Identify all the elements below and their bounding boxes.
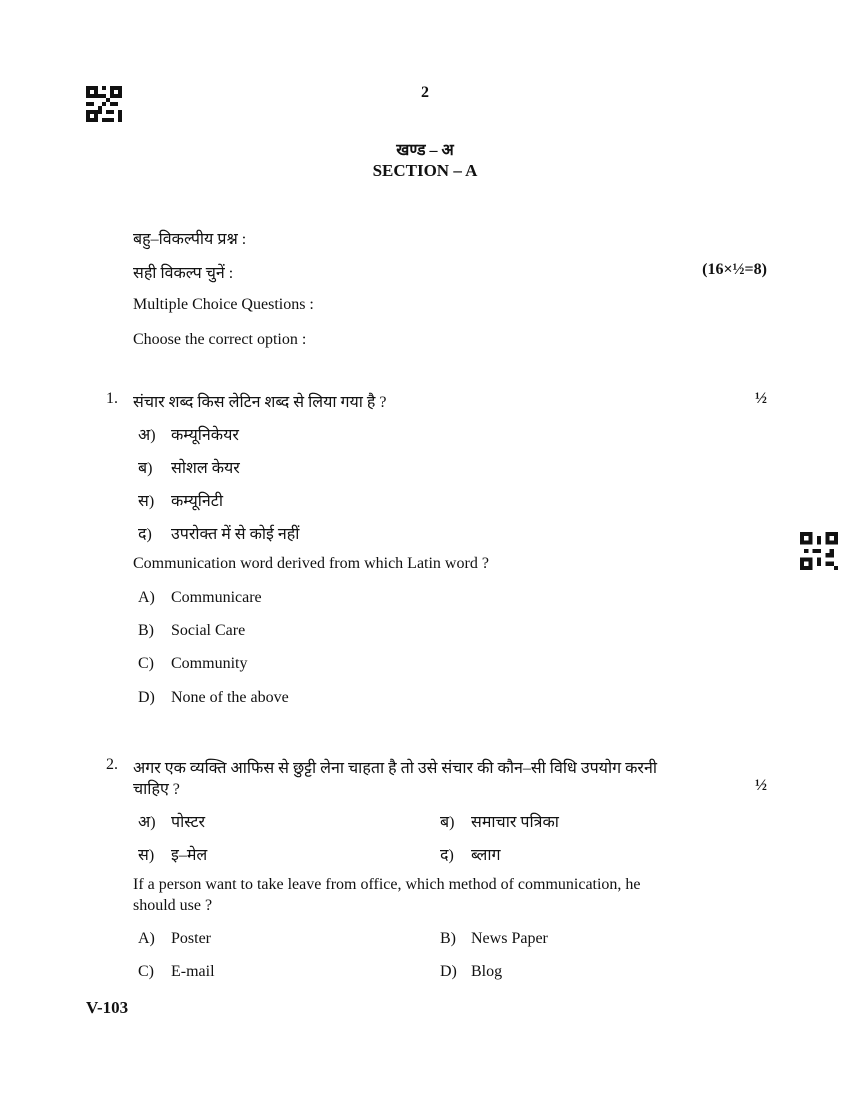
question-number: 1.	[106, 390, 118, 407]
option-key: B)	[440, 930, 456, 947]
question-marks: ½	[755, 390, 767, 407]
section-title: SECTION – A	[372, 161, 478, 180]
option-key: द)	[440, 847, 454, 864]
page-number: 2	[421, 84, 429, 101]
option-key: अ)	[138, 427, 156, 444]
option-text: Social Care	[171, 622, 246, 639]
option-key: C)	[138, 655, 154, 672]
instruction-mcq-hindi: बहु–विकल्पीय प्रश्न :	[133, 231, 247, 248]
option-key: ब)	[440, 814, 455, 831]
option-key: स)	[138, 493, 155, 510]
instruction-choose-english: Choose the correct option :	[133, 331, 307, 348]
option-text: ब्लाग	[471, 847, 501, 864]
option-text: None of the above	[171, 689, 289, 706]
option-text: सोशल केयर	[171, 460, 240, 477]
question-text-hindi: अगर एक व्यक्ति आफिस से छुट्टी लेना चाहता है तो उसे संचार की कौन–सी विधि उपयोग करनी	[133, 760, 657, 777]
question-text-hindi: संचार शब्द किस लेटिन शब्द से लिया गया है ?	[133, 394, 387, 411]
question-text-hindi-cont: चाहिए ?	[133, 781, 180, 798]
question-text-english: Communication word derived from which Latin word ?	[133, 555, 489, 572]
question-text-english: If a person want to take leave from office, which method of communication, he	[133, 876, 641, 893]
option-text: पोस्टर	[171, 814, 206, 831]
option-text: कम्यूनिटी	[171, 493, 224, 510]
section-marks: (16×½=8)	[702, 261, 767, 278]
section-title-hindi: खण्ड – अ	[396, 142, 454, 159]
option-text: समाचार पत्रिका	[471, 814, 559, 831]
instruction-choose-hindi: सही विकल्प चुनें :	[133, 265, 234, 282]
option-key: D)	[440, 963, 457, 980]
option-text: Blog	[471, 963, 503, 980]
option-text: कम्यूनिकेयर	[171, 427, 239, 444]
question-marks: ½	[755, 777, 767, 794]
option-key: C)	[138, 963, 154, 980]
option-text: उपरोक्त में से कोई नहीं	[171, 526, 300, 543]
option-key: अ)	[138, 814, 156, 831]
option-key: द)	[138, 526, 152, 543]
option-key: स)	[138, 847, 155, 864]
paper-code: V-103	[86, 998, 129, 1017]
question-text-english-cont: should use ?	[133, 897, 213, 914]
option-text: Communicare	[171, 589, 262, 606]
question-number: 2.	[106, 756, 118, 773]
option-text: इ–मेल	[171, 847, 208, 864]
option-text: Community	[171, 655, 248, 672]
option-text: News Paper	[471, 930, 548, 947]
instruction-mcq-english: Multiple Choice Questions :	[133, 296, 314, 313]
qr-code-side	[800, 532, 838, 570]
option-key: A)	[138, 930, 155, 947]
option-key: A)	[138, 589, 155, 606]
option-key: D)	[138, 689, 155, 706]
option-key: ब)	[138, 460, 153, 477]
option-key: B)	[138, 622, 154, 639]
option-text: E-mail	[171, 963, 215, 980]
option-text: Poster	[171, 930, 211, 947]
